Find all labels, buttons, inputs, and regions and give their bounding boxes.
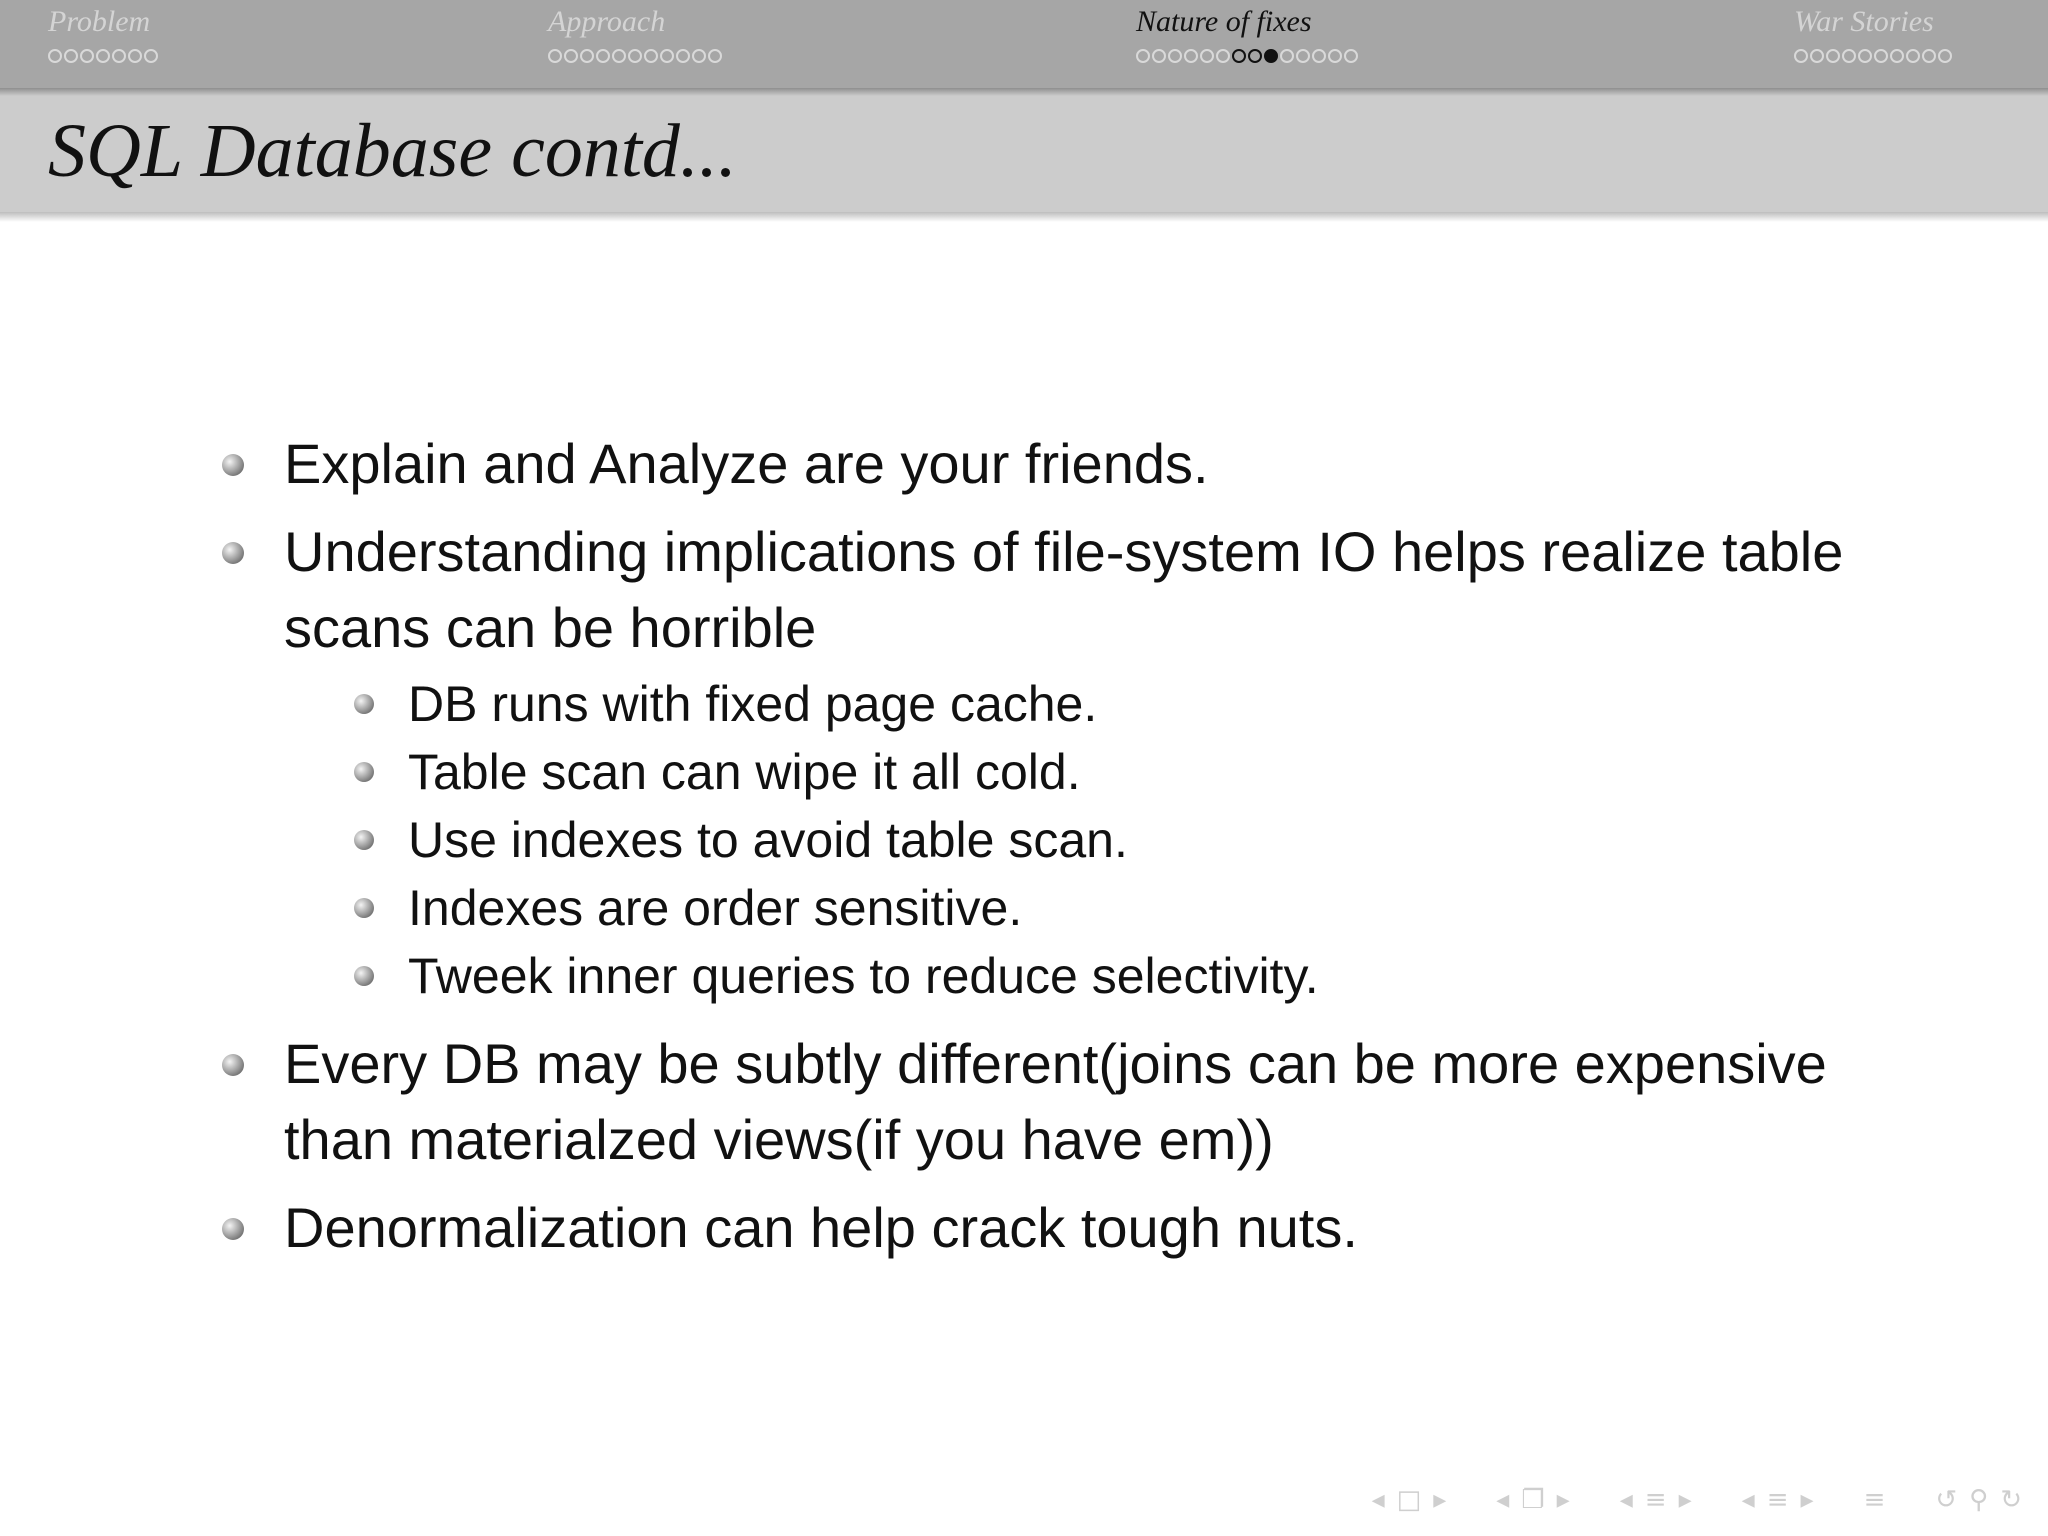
subsection-dot[interactable]: [1200, 49, 1214, 63]
subsection-dot[interactable]: [1810, 49, 1824, 63]
subsection-dot[interactable]: [112, 49, 126, 63]
subsection-dot[interactable]: [128, 49, 142, 63]
prev-section-arrow-icon[interactable]: ◂: [1619, 1485, 1633, 1515]
subsection-dot[interactable]: [1328, 49, 1342, 63]
subsection-dot[interactable]: [1858, 49, 1872, 63]
nav-section-title[interactable]: War Stories: [1794, 5, 1934, 38]
subsection-dot[interactable]: [1168, 49, 1182, 63]
subsection-dot[interactable]: [1922, 49, 1936, 63]
list-item: [222, 1194, 1862, 1262]
subsection-dot[interactable]: [548, 49, 562, 63]
sub-list-item: [222, 942, 1862, 1010]
sub-list-item-text: Indexes are order sensitive.: [408, 880, 1023, 936]
subsection-dot[interactable]: [1826, 49, 1840, 63]
list-item-text: Understanding implications of file-system IO helps realize table scans can be horrible: [284, 520, 1844, 659]
subsection-dot[interactable]: [1938, 49, 1952, 63]
ball-bullet-icon: [222, 542, 244, 564]
sub-list-item-text: Use indexes to avoid table scan.: [408, 812, 1128, 868]
nav-section-problem[interactable]: [48, 2, 160, 67]
frame-title: SQL Database contd...: [48, 109, 737, 193]
nav-section-title[interactable]: Nature of fixes: [1136, 5, 1312, 38]
frame-title-bar: [0, 88, 2048, 212]
subsection-dot[interactable]: [80, 49, 94, 63]
nav-subsection-dots[interactable]: [1136, 45, 1360, 67]
subsection-dot[interactable]: [612, 49, 626, 63]
nav-section-nature-of-fixes[interactable]: [1136, 2, 1360, 67]
ball-bullet-icon: [222, 1054, 244, 1076]
subsection-dot[interactable]: [596, 49, 610, 63]
subsection-dot[interactable]: [1312, 49, 1326, 63]
section-icon[interactable]: ≡: [1644, 1485, 1667, 1515]
nav-subsection-dots[interactable]: [548, 45, 724, 67]
subsection-dot[interactable]: [64, 49, 78, 63]
subsection-dot[interactable]: [1184, 49, 1198, 63]
subsection-dot[interactable]: [1906, 49, 1920, 63]
slide-content: [222, 430, 1862, 1278]
subsection-dot[interactable]: [1794, 49, 1808, 63]
small-ball-bullet-icon: [354, 830, 374, 850]
forward-icon[interactable]: ↻: [2000, 1485, 2022, 1515]
subsection-dot[interactable]: [144, 49, 158, 63]
subsection-dot[interactable]: [1890, 49, 1904, 63]
prev-frame-arrow-icon[interactable]: ◂: [1371, 1485, 1385, 1515]
subsection-dot[interactable]: [1280, 49, 1294, 63]
next-document-arrow-icon[interactable]: ▸: [1800, 1485, 1814, 1515]
nav-section-approach[interactable]: [548, 2, 724, 67]
subsection-dot[interactable]: [1264, 49, 1278, 63]
subsection-dot[interactable]: [580, 49, 594, 63]
prev-subsection-arrow-icon[interactable]: ◂: [1496, 1485, 1510, 1515]
subsection-dot[interactable]: [708, 49, 722, 63]
list-item: [222, 514, 1862, 666]
list-item-text: Denormalization can help crack tough nuts.: [284, 1196, 1358, 1259]
subsection-dot[interactable]: [660, 49, 674, 63]
subsection-dot[interactable]: [676, 49, 690, 63]
sub-list-item-text: Table scan can wipe it all cold.: [408, 744, 1081, 800]
sub-list-item: [222, 874, 1862, 942]
nav-section-title[interactable]: Approach: [548, 5, 666, 38]
nav-subsection-dots[interactable]: [1794, 45, 1954, 67]
prev-document-arrow-icon[interactable]: ◂: [1741, 1485, 1755, 1515]
subsection-dot[interactable]: [1248, 49, 1262, 63]
small-ball-bullet-icon: [354, 762, 374, 782]
subsection-dot[interactable]: [96, 49, 110, 63]
subsection-dot[interactable]: [1136, 49, 1150, 63]
sub-list-item-text: Tweek inner queries to reduce selectivity.: [408, 948, 1319, 1004]
frame-icon[interactable]: □: [1396, 1485, 1422, 1515]
subsection-dot[interactable]: [628, 49, 642, 63]
sub-list: [222, 670, 1862, 1010]
ball-bullet-icon: [222, 1218, 244, 1240]
next-frame-arrow-icon[interactable]: ▸: [1433, 1485, 1447, 1515]
subsection-dot[interactable]: [1344, 49, 1358, 63]
beamer-navigation-symbols: [1366, 1480, 2028, 1520]
sub-list-item: [222, 738, 1862, 806]
search-icon[interactable]: ⚲: [1969, 1485, 1989, 1515]
nav-section-title[interactable]: Problem: [48, 5, 151, 38]
subsection-dot[interactable]: [1216, 49, 1230, 63]
small-ball-bullet-icon: [354, 966, 374, 986]
sub-list-item: [222, 670, 1862, 738]
navigation-bar: [0, 0, 2048, 88]
list-item-text: Every DB may be subtly different(joins can be more expensive than materialzed views(if you have em)): [284, 1032, 1827, 1171]
subsection-dot[interactable]: [692, 49, 706, 63]
nav-subsection-dots[interactable]: [48, 45, 160, 67]
toc-icon[interactable]: ≡: [1863, 1485, 1886, 1515]
small-ball-bullet-icon: [354, 694, 374, 714]
subsection-dot[interactable]: [48, 49, 62, 63]
subsection-dot[interactable]: [1152, 49, 1166, 63]
list-item: [222, 1026, 1862, 1178]
subsection-dot[interactable]: [564, 49, 578, 63]
subsection-dot[interactable]: [1232, 49, 1246, 63]
small-ball-bullet-icon: [354, 898, 374, 918]
subsection-icon[interactable]: ❐: [1521, 1485, 1545, 1515]
subsection-dot[interactable]: [644, 49, 658, 63]
nav-section-war-stories[interactable]: [1794, 2, 1954, 67]
next-subsection-arrow-icon[interactable]: ▸: [1556, 1485, 1570, 1515]
ball-bullet-icon: [222, 454, 244, 476]
subsection-dot[interactable]: [1842, 49, 1856, 63]
subsection-dot[interactable]: [1296, 49, 1310, 63]
sub-list-item-text: DB runs with fixed page cache.: [408, 676, 1098, 732]
next-section-arrow-icon[interactable]: ▸: [1678, 1485, 1692, 1515]
subsection-dot[interactable]: [1874, 49, 1888, 63]
back-icon[interactable]: ↺: [1935, 1485, 1958, 1515]
sub-list-item: [222, 806, 1862, 874]
list-item-text: Explain and Analyze are your friends.: [284, 432, 1209, 495]
document-icon[interactable]: ≡: [1766, 1485, 1789, 1515]
list-item: [222, 430, 1862, 498]
